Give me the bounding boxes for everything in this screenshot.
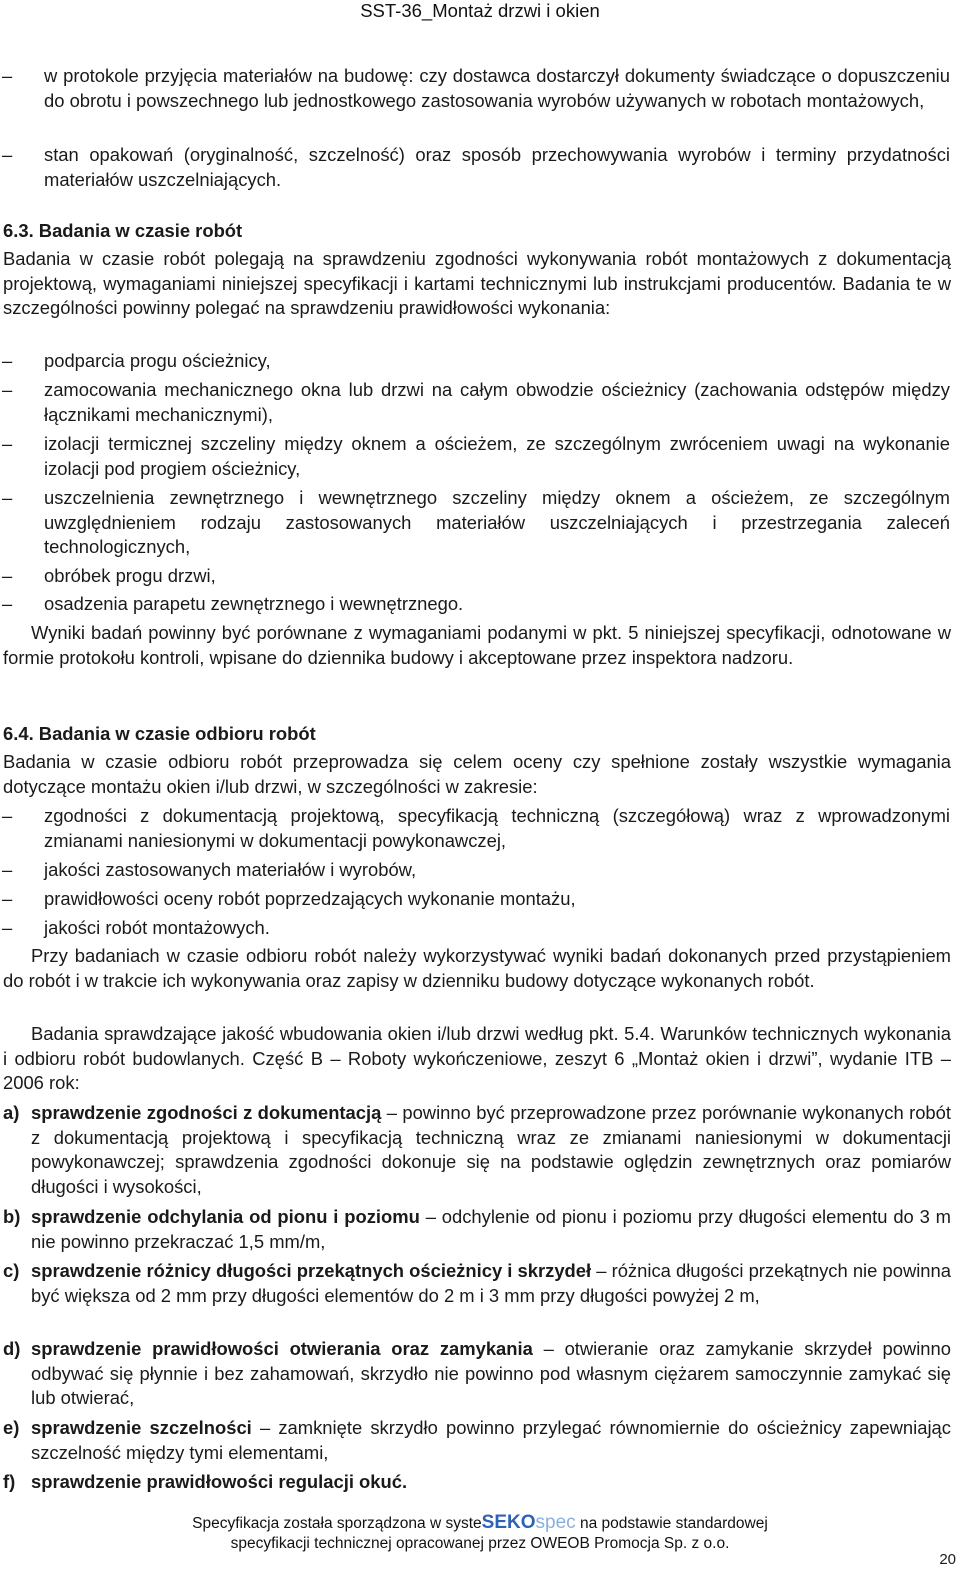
footer-line-2: specyfikacji technicznej opracowanej przez OWEOB Promocja Sp. z o.o.: [230, 1535, 730, 1552]
section-paragraph: Badania w czasie odbioru robót przeprowadza się celem oceny czy spełnione zostały wszystkie wymagania dotyczące montażu okien i/lub drzwi, w szczególności w zakresie:: [3, 751, 951, 797]
dash-marker: –: [2, 433, 13, 454]
logo-text-main: SEKO: [481, 1512, 536, 1533]
sekospec-logo: [482, 1512, 576, 1533]
list-item: [2, 804, 950, 853]
lettered-item-b: [3, 1205, 951, 1254]
dash-marker: –: [2, 917, 13, 938]
item-title: sprawdzenie odchylania od pionu i poziomu: [31, 1206, 420, 1227]
list-item: [2, 916, 950, 941]
list-item: [2, 592, 950, 617]
item-label: c): [3, 1260, 20, 1281]
list-item-text: uszczelnienia zewnętrznego i wewnętrznego szczeliny między oknem a ościeżem, ze szczególnym uwzględnieniem rodzaju zastosowanych materiałów uszczelniających i przestrzegania zaleceń technologicznych,: [44, 487, 950, 558]
item-title: sprawdzenie prawidłowości otwierania oraz zamykania: [31, 1338, 533, 1359]
list-item-text: stan opakowań (oryginalność, szczelność) oraz sposób przechowywania wyrobów i terminy przydatności materiałów uszczelniających.: [44, 144, 950, 190]
list-item: [2, 143, 950, 192]
section-heading-6-4: 6.4. Badania w czasie odbioru robót: [3, 723, 316, 744]
lettered-item-c: [3, 1259, 951, 1308]
item-label: f): [3, 1471, 16, 1492]
item-text: – otwieranie oraz zamykanie skrzydeł powinno odbywać się płynnie i bez zahamowań, skrzydło nie powinno pod własnym ciężarem samoczynnie zamykać się lub otwierać,: [31, 1338, 951, 1409]
list-item-text: zgodności z dokumentacją projektową, specyfikacją techniczną (szczegółową) wraz z wprowadzonymi zmianami naniesionymi w dokumentacji powykonawczej,: [44, 805, 950, 851]
lettered-item-e: [3, 1416, 951, 1465]
item-title: sprawdzenie różnicy długości przekątnych ościeżnicy i skrzydeł: [31, 1260, 592, 1281]
dash-marker: –: [2, 379, 13, 400]
list-item-text: jakości robót montażowych.: [44, 917, 270, 938]
footer-text: na podstawie standardowej: [575, 1515, 768, 1532]
item-title: sprawdzenie zgodności z dokumentacją: [31, 1102, 382, 1123]
list-item: [2, 432, 950, 481]
footer-text: Specyfikacja została sporządzona w syste: [192, 1515, 482, 1532]
dash-marker: –: [2, 888, 13, 909]
list-item-text: w protokole przyjęcia materiałów na budowę: czy dostawca dostarczył dokumenty świadczące o dopuszczeniu do obrotu i powszechnego lub jednostkowego zastosowania wyrobów używanych w robotach montażowych,: [44, 65, 950, 111]
lettered-item-f: [3, 1470, 951, 1495]
list-item-text: jakości zastosowanych materiałów i wyrobów,: [44, 859, 417, 880]
dash-marker: –: [2, 350, 13, 371]
list-item-text: zamocowania mechanicznego okna lub drzwi na całym obwodzie ościeżnicy (zachowania odstępów między łącznikami mechanicznymi),: [44, 379, 950, 425]
item-title: sprawdzenie prawidłowości regulacji okuć.: [31, 1471, 408, 1492]
logo-text-spec: spec: [535, 1512, 576, 1533]
dash-marker: –: [2, 487, 13, 508]
list-item: [2, 349, 950, 374]
item-text: – zamknięte skrzydło powinno przylegać równomiernie do ościeżnicy zapewniając szczelność między tymi elementami,: [31, 1417, 951, 1463]
lettered-item-a: [3, 1101, 951, 1199]
item-label: e): [3, 1417, 20, 1438]
list-item: [2, 887, 950, 912]
section-paragraph: Przy badaniach w czasie odbioru robót należy wykorzystywać wyniki badań dokonanych przed przystąpieniem do robót i w trakcie ich wykonywania oraz zapisy w dzienniku budowy dotyczące wykonanych robót.: [3, 945, 951, 991]
item-label: b): [3, 1206, 21, 1227]
list-item-text: osadzenia parapetu zewnętrznego i wewnętrznego.: [44, 593, 464, 614]
section-closing-paragraph: Wyniki badań powinny być porównane z wymaganiami podanymi w pkt. 5 niniejszej specyfikacji, odnotowane w formie protokołu kontroli, wpisane do dziennika budowy i akceptowane przez inspektora nadzoru.: [3, 622, 951, 668]
list-item: [2, 64, 950, 113]
dash-marker: –: [2, 144, 13, 165]
list-item: [2, 858, 950, 883]
list-item-text: prawidłowości oceny robót poprzedzających wykonanie montażu,: [44, 888, 576, 909]
item-text: – różnica długości przekątnych nie powinna być większa od 2 mm przy długości elementów do 2 m i 3 mm przy długości powyżej 2 m,: [31, 1260, 951, 1306]
footer-line-1: [0, 1512, 960, 1534]
list-item-text: obróbek progu drzwi,: [44, 565, 216, 586]
dash-marker: –: [2, 859, 13, 880]
section-heading-6-3: 6.3. Badania w czasie robót: [3, 220, 243, 241]
dash-marker: –: [2, 565, 13, 586]
section-paragraph: Badania w czasie robót polegają na sprawdzeniu zgodności wykonywania robót montażowych z dokumentacją projektową, wymaganiami niniejszej specyfikacji i kartami technicznymi lub instrukcjami producentów. Badania te w szczególności powinny polegać na sprawdzeniu prawidłowości wykonania:: [3, 248, 951, 319]
list-item: [2, 564, 950, 589]
list-item: [2, 378, 950, 427]
page-header-title: SST-36_Montaż drzwi i okien: [360, 0, 600, 21]
lettered-item-d: [3, 1337, 951, 1411]
item-label: a): [3, 1102, 20, 1123]
list-item: [2, 486, 950, 560]
item-text: – odchylenie od pionu i poziomu przy długości elementu do 3 m nie powinno przekraczać 1,5 mm/m,: [31, 1206, 951, 1252]
page-number: 20: [939, 1551, 956, 1568]
list-item-text: podparcia progu ościeżnicy,: [44, 350, 271, 371]
list-item-text: izolacji termicznej szczeliny między oknem a ościeżem, ze szczególnym zwróceniem uwagi na wykonanie izolacji pod progiem ościeżnicy,: [44, 433, 950, 479]
item-title: sprawdzenie szczelności: [31, 1417, 252, 1438]
dash-marker: –: [2, 805, 13, 826]
item-label: d): [3, 1338, 21, 1359]
item-text: – powinno być przeprowadzone przez porównanie wykonanych robót z dokumentacją projektową i specyfikacją techniczną wraz ze zmianami naniesionymi w dokumentacji powykonawczej; sprawdzenia zgodności dokonuje się na podstawie oględzin zewnętrznych oraz pomiarów długości i wysokości,: [31, 1102, 951, 1197]
dash-marker: –: [2, 65, 13, 86]
section-paragraph: Badania sprawdzające jakość wbudowania okien i/lub drzwi według pkt. 5.4. Warunków technicznych wykonania i odbioru robót budowlanych. Część B – Roboty wykończeniowe, zeszyt 6 „Montaż okien i drzwi”, wydanie ITB – 2006 rok:: [3, 1023, 951, 1094]
dash-marker: –: [2, 593, 13, 614]
